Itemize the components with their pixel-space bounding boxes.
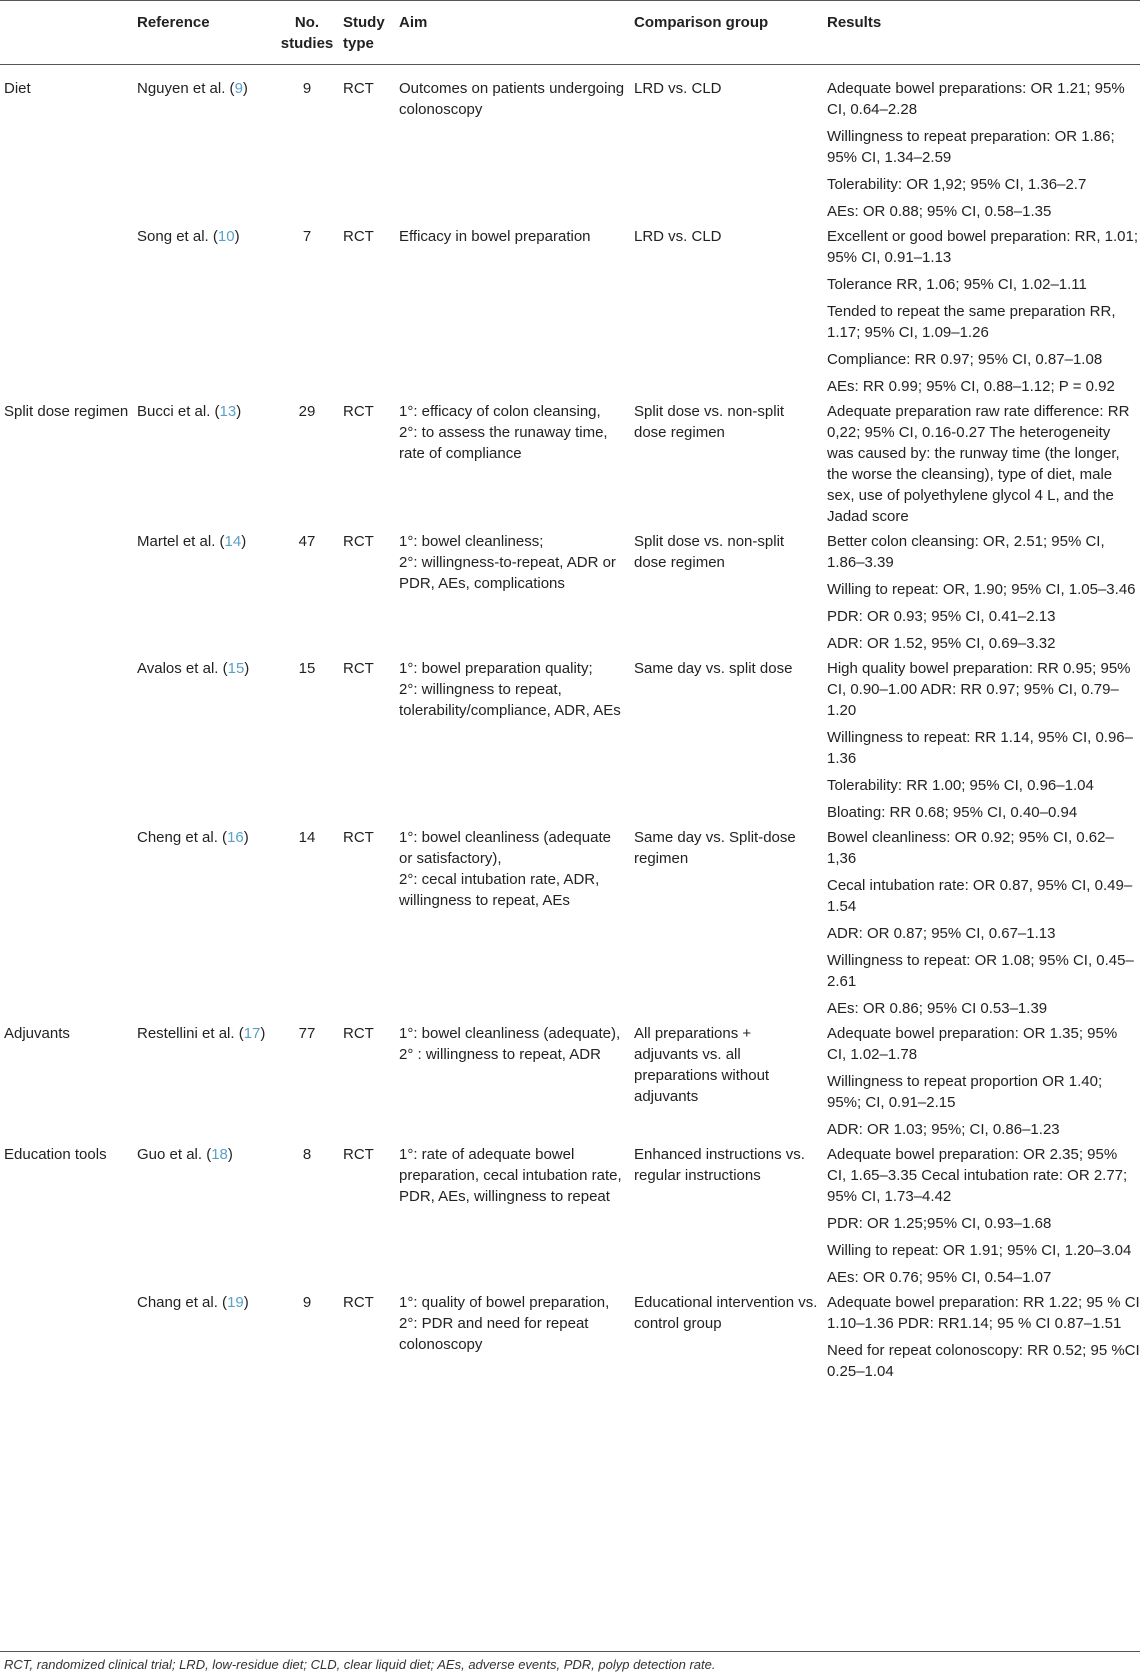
reference-close: )	[260, 1025, 266, 1042]
category-cell	[0, 1023, 133, 1144]
result-item: ADR: OR 1.52, 95% CI, 0.69–3.32	[827, 635, 1056, 652]
studies-count-cell	[275, 401, 339, 531]
reference-name: Song et al. (	[137, 228, 218, 245]
results-cell	[823, 658, 1140, 827]
reference-cell	[133, 1023, 275, 1144]
reference-cell	[133, 65, 275, 227]
result-item: Willingness to repeat proportion OR 1.40; 95%; CI, 0.91–2.15	[827, 1073, 1103, 1111]
category-cell	[0, 1144, 133, 1292]
result-item: Better colon cleansing: OR, 2.51; 95% CI, 1.86–3.39	[827, 533, 1105, 571]
study-type: RCT	[343, 829, 374, 846]
reference-close: )	[241, 533, 247, 550]
study-type-cell	[339, 1023, 395, 1144]
result-item: Tended to repeat the same preparation RR, 1.17; 95% CI, 1.09–1.26	[827, 303, 1116, 341]
study-type: RCT	[343, 403, 374, 420]
results-cell	[823, 1023, 1140, 1144]
reference-close: )	[243, 829, 249, 846]
comparison-cell	[630, 401, 823, 531]
reference-close: )	[234, 228, 240, 245]
category-cell	[0, 1292, 133, 1386]
result-item: Adequate preparation raw rate difference: RR 0,22; 95% CI, 0.16-0.27 The heterogeneity was caused by: the runway time (the longer, the worse the cleansing), type of diet, male sex, use of polyethylene glycol 4 L, and the Jadad score	[827, 403, 1130, 525]
reference-name: Guo et al. (	[137, 1146, 212, 1163]
results-cell	[823, 1144, 1140, 1292]
aim-cell	[395, 1023, 630, 1144]
aim-line: 1°: quality of bowel preparation,	[399, 1294, 610, 1311]
reference-close: )	[236, 403, 242, 420]
comparison-cell	[630, 1292, 823, 1386]
reference-name: Avalos et al. (	[137, 660, 228, 677]
table-row	[0, 226, 1140, 401]
comparison-line: Same day vs. split dose	[634, 660, 793, 677]
result-item: PDR: OR 1.25;95% CI, 0.93–1.68	[827, 1215, 1052, 1232]
results-cell	[823, 531, 1140, 658]
study-type-cell	[339, 1292, 395, 1386]
category-cell	[0, 827, 133, 1023]
comparison-line: Split dose vs. non-split dose regimen	[634, 403, 785, 441]
header-study-type: Study type	[339, 1, 395, 65]
result-item: AEs: OR 0.88; 95% CI, 0.58–1.35	[827, 203, 1052, 220]
table-row	[0, 401, 1140, 531]
reference-cell	[133, 531, 275, 658]
aim-line: 2° : willingness to repeat, ADR	[399, 1046, 601, 1063]
aim-cell	[395, 827, 630, 1023]
reference-number-link: 14	[224, 533, 242, 550]
studies-count: 9	[302, 1294, 312, 1311]
study-type-cell	[339, 401, 395, 531]
studies-count-cell	[275, 65, 339, 227]
study-type: RCT	[343, 660, 374, 677]
aim-cell	[395, 1144, 630, 1292]
reference-close: )	[243, 1294, 249, 1311]
reference-number-link: 13	[219, 403, 237, 420]
studies-count-cell	[275, 827, 339, 1023]
aim-line: 1°: efficacy of colon cleansing,	[399, 403, 601, 420]
studies-count: 77	[298, 1025, 316, 1042]
results-cell	[823, 65, 1140, 227]
comparison-line: LRD vs. CLD	[634, 228, 722, 245]
aim-line: 2°: cecal intubation rate, ADR, willingness to repeat, AEs	[399, 871, 600, 909]
aim-line: 2°: PDR and need for repeat colonoscopy	[399, 1315, 589, 1353]
study-type: RCT	[343, 80, 374, 97]
reference-cell	[133, 401, 275, 531]
aim-line: Outcomes on patients undergoing colonoscopy	[399, 80, 625, 118]
studies-count: 15	[298, 660, 316, 677]
study-type: RCT	[343, 533, 374, 550]
aim-line: 1°: bowel cleanliness (adequate or satisfactory),	[399, 829, 611, 867]
category-label: Adjuvants	[4, 1025, 70, 1042]
study-type-cell	[339, 531, 395, 658]
reference-number-link: 9	[234, 80, 243, 97]
reference-cell	[133, 1144, 275, 1292]
result-item: Bowel cleanliness: OR 0.92; 95% CI, 0.62–1,36	[827, 829, 1114, 867]
reference-close: )	[244, 660, 250, 677]
study-type: RCT	[343, 1025, 374, 1042]
reference-name: Bucci et al. (	[137, 403, 220, 420]
studies-count: 8	[302, 1146, 312, 1163]
result-item: Excellent or good bowel preparation: RR, 1.01; 95% CI, 0.91–1.13	[827, 228, 1139, 266]
category-label: Diet	[4, 80, 31, 97]
result-item: Tolerability: OR 1,92; 95% CI, 1.36–2.7	[827, 176, 1087, 193]
study-type-cell	[339, 226, 395, 401]
result-item: AEs: OR 0.76; 95% CI, 0.54–1.07	[827, 1269, 1052, 1286]
result-item: Need for repeat colonoscopy: RR 0.52; 95 %CI 0.25–1.04	[827, 1342, 1140, 1380]
header-results: Results	[823, 1, 1140, 65]
reference-number-link: 10	[217, 228, 235, 245]
comparison-cell	[630, 65, 823, 227]
results-cell	[823, 226, 1140, 401]
study-type-cell	[339, 827, 395, 1023]
reference-cell	[133, 658, 275, 827]
studies-count-cell	[275, 531, 339, 658]
table-row	[0, 1292, 1140, 1386]
aim-line: Efficacy in bowel preparation	[399, 228, 591, 245]
category-cell	[0, 65, 133, 227]
result-item: High quality bowel preparation: RR 0.95; 95% CI, 0.90–1.00 ADR: RR 0.97; 95% CI, 0.79–1.20	[827, 660, 1131, 719]
result-item: Adequate bowel preparation: OR 1.35; 95% CI, 1.02–1.78	[827, 1025, 1118, 1063]
comparison-cell	[630, 226, 823, 401]
results-cell	[823, 1292, 1140, 1386]
study-type-cell	[339, 658, 395, 827]
category-cell	[0, 658, 133, 827]
reference-name: Chang et al. (	[137, 1294, 228, 1311]
result-item: Bloating: RR 0.68; 95% CI, 0.40–0.94	[827, 804, 1078, 821]
studies-count: 47	[298, 533, 316, 550]
study-type-cell	[339, 65, 395, 227]
bottom-rule	[0, 1651, 1140, 1652]
aim-cell	[395, 1292, 630, 1386]
aim-cell	[395, 401, 630, 531]
aim-cell	[395, 531, 630, 658]
reference-number-link: 16	[227, 829, 244, 846]
study-type: RCT	[343, 1294, 374, 1311]
result-item: PDR: OR 0.93; 95% CI, 0.41–2.13	[827, 608, 1056, 625]
studies-count-cell	[275, 658, 339, 827]
studies-count: 7	[302, 228, 312, 245]
result-item: Willing to repeat: OR, 1.90; 95% CI, 1.05–3.46	[827, 581, 1136, 598]
table-row	[0, 531, 1140, 658]
studies-count-cell	[275, 1144, 339, 1292]
table-row	[0, 1144, 1140, 1292]
result-item: ADR: OR 1.03; 95%; CI, 0.86–1.23	[827, 1121, 1060, 1138]
table-row	[0, 65, 1140, 227]
comparison-line: Educational intervention vs. control group	[634, 1294, 818, 1332]
table-row	[0, 658, 1140, 827]
result-item: Adequate bowel preparation: OR 2.35; 95% CI, 1.65–3.35 Cecal intubation rate: OR 2.77; 95% CI, 1.73–4.42	[827, 1146, 1128, 1205]
reference-number-link: 17	[243, 1025, 261, 1042]
aim-line: 1°: bowel cleanliness;	[399, 533, 544, 550]
studies-count-cell	[275, 1023, 339, 1144]
header-comparison: Comparison group	[630, 1, 823, 65]
aim-line: 1°: bowel cleanliness (adequate),	[399, 1025, 621, 1042]
category-cell	[0, 226, 133, 401]
reference-close: )	[227, 1146, 233, 1163]
header-reference: Reference	[133, 1, 275, 65]
header-aim: Aim	[395, 1, 630, 65]
results-cell	[823, 401, 1140, 531]
category-label: Split dose regimen	[4, 403, 129, 420]
reference-cell	[133, 226, 275, 401]
comparison-line: Same day vs. Split-dose regimen	[634, 829, 796, 867]
comparison-line: LRD vs. CLD	[634, 80, 722, 97]
reference-name: Nguyen et al. (	[137, 80, 235, 97]
result-item: Compliance: RR 0.97; 95% CI, 0.87–1.08	[827, 351, 1103, 368]
comparison-cell	[630, 1023, 823, 1144]
reference-name: Cheng et al. (	[137, 829, 228, 846]
results-cell	[823, 827, 1140, 1023]
comparison-cell	[630, 531, 823, 658]
header-category	[0, 1, 133, 65]
reference-number-link: 19	[227, 1294, 244, 1311]
aim-line: 1°: rate of adequate bowel preparation, cecal intubation rate, PDR, AEs, willingness to repeat	[399, 1146, 622, 1205]
reference-name: Restellini et al. (	[137, 1025, 244, 1042]
result-item: Willingness to repeat: OR 1.08; 95% CI, 0.45–2.61	[827, 952, 1134, 990]
table-row	[0, 827, 1140, 1023]
result-item: ADR: OR 0.87; 95% CI, 0.67–1.13	[827, 925, 1056, 942]
reference-cell	[133, 1292, 275, 1386]
header-studies: No. studies	[275, 1, 339, 65]
study-type-cell	[339, 1144, 395, 1292]
result-item: Cecal intubation rate: OR 0.87, 95% CI, 0.49–1.54	[827, 877, 1133, 915]
studies-count: 9	[302, 80, 312, 97]
table-row	[0, 1023, 1140, 1144]
reference-close: )	[242, 80, 248, 97]
result-item: Willingness to repeat preparation: OR 1.86; 95% CI, 1.34–2.59	[827, 128, 1115, 166]
category-cell	[0, 401, 133, 531]
category-label: Education tools	[4, 1146, 107, 1163]
result-item: Tolerance RR, 1.06; 95% CI, 1.02–1.11	[827, 276, 1087, 293]
result-item: AEs: OR 0.86; 95% CI 0.53–1.39	[827, 1000, 1048, 1017]
comparison-cell	[630, 658, 823, 827]
result-item: Adequate bowel preparations: OR 1.21; 95% CI, 0.64–2.28	[827, 80, 1125, 118]
result-item: Willing to repeat: OR 1.91; 95% CI, 1.20–3.04	[827, 1242, 1132, 1259]
table-body	[0, 65, 1140, 1387]
comparison-line: All preparations + adjuvants vs. all preparations without adjuvants	[634, 1025, 770, 1105]
aim-cell	[395, 226, 630, 401]
reference-number-link: 18	[211, 1146, 228, 1163]
reference-name: Martel et al. (	[137, 533, 225, 550]
result-item: Willingness to repeat: RR 1.14, 95% CI, 0.96–1.36	[827, 729, 1133, 767]
comparison-line: Enhanced instructions vs. regular instructions	[634, 1146, 805, 1184]
result-item: Adequate bowel preparation: RR 1.22; 95 % CI 1.10–1.36 PDR: RR1.14; 95 % CI 0.87–1.51	[827, 1294, 1140, 1332]
study-type: RCT	[343, 1146, 374, 1163]
reference-number-link: 15	[227, 660, 245, 677]
study-type: RCT	[343, 228, 374, 245]
table-footnote: RCT, randomized clinical trial; LRD, low-residue diet; CLD, clear liquid diet; AEs, adverse events, PDR, polyp detection rate.	[4, 1657, 716, 1672]
aim-line: 1°: bowel preparation quality;	[399, 660, 593, 677]
aim-line: 2°: willingness to repeat, tolerability/compliance, ADR, AEs	[399, 681, 621, 719]
studies-count-cell	[275, 226, 339, 401]
studies-count: 14	[298, 829, 316, 846]
result-item: AEs: RR 0.99; 95% CI, 0.88–1.12; P = 0.92	[827, 378, 1115, 395]
aim-line: 2°: to assess the runaway time, rate of compliance	[399, 424, 608, 462]
studies-count: 29	[298, 403, 316, 420]
studies-count-cell	[275, 1292, 339, 1386]
aim-cell	[395, 658, 630, 827]
aim-line: 2°: willingness-to-repeat, ADR or PDR, AEs, complications	[399, 554, 616, 592]
table-header	[0, 1, 1140, 65]
comparison-line: Split dose vs. non-split dose regimen	[634, 533, 785, 571]
reference-cell	[133, 827, 275, 1023]
aim-cell	[395, 65, 630, 227]
comparison-cell	[630, 1144, 823, 1292]
comparison-cell	[630, 827, 823, 1023]
result-item: Tolerability: RR 1.00; 95% CI, 0.96–1.04	[827, 777, 1094, 794]
category-cell	[0, 531, 133, 658]
